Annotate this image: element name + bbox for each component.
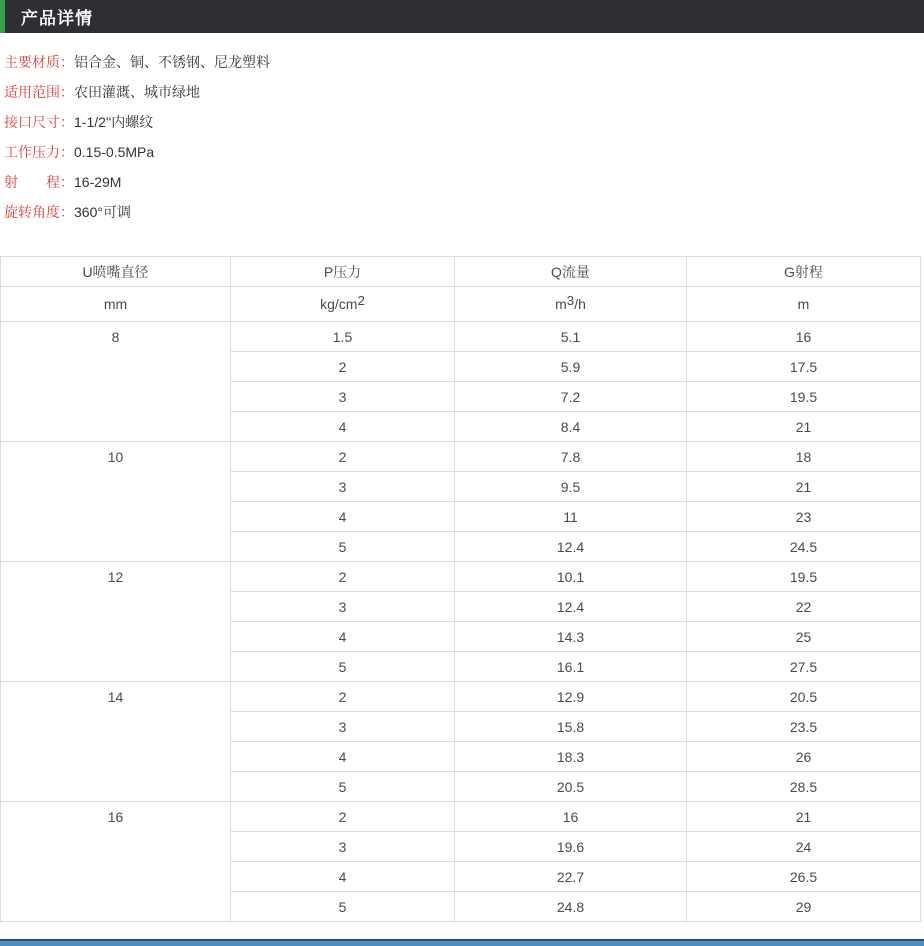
flow-cell: 8.4 (455, 412, 687, 442)
table-row (1, 682, 921, 712)
pressure-cell: 3 (231, 472, 455, 502)
range-cell: 23 (687, 502, 921, 532)
range-cell: 26 (687, 742, 921, 772)
range-cell: 20.5 (687, 682, 921, 712)
flow-cell: 19.6 (455, 832, 687, 862)
flow-cell: 22.7 (455, 862, 687, 892)
pressure-cell: 4 (231, 742, 455, 772)
nozzle-diameter-cell: 8 (1, 322, 231, 442)
spec-label: 工作压力： (4, 144, 74, 160)
flow-cell: 12.4 (455, 532, 687, 562)
flow-cell: 11 (455, 502, 687, 532)
nozzle-diameter-cell: 12 (1, 562, 231, 682)
flow-cell: 16 (455, 802, 687, 832)
column-header-pressure: P压力 (231, 257, 455, 287)
column-header-range: G射程 (687, 257, 921, 287)
bottom-divider-bar (0, 939, 924, 946)
flow-cell: 7.2 (455, 382, 687, 412)
range-cell: 17.5 (687, 352, 921, 382)
range-cell: 28.5 (687, 772, 921, 802)
spec-value: 0.15-0.5MPa (74, 144, 155, 160)
spec-value: 16-29M (74, 174, 122, 190)
pressure-cell: 2 (231, 442, 455, 472)
nozzle-diameter-cell: 14 (1, 682, 231, 802)
flow-cell: 18.3 (455, 742, 687, 772)
section-header-bar (0, 0, 924, 33)
table-row (1, 322, 921, 352)
pressure-cell: 5 (231, 772, 455, 802)
unit-cell-m3-h: $m^3/h$ (455, 287, 687, 322)
pressure-cell: 5 (231, 652, 455, 682)
range-cell: 21 (687, 412, 921, 442)
pressure-cell: 2 (231, 352, 455, 382)
flow-cell: 24.8 (455, 892, 687, 922)
product-specs (0, 33, 924, 227)
spec-line-material (4, 47, 924, 77)
column-header-nozzle-diameter: U喷嘴直径 (1, 257, 231, 287)
pressure-cell: 2 (231, 682, 455, 712)
flow-cell: 10.1 (455, 562, 687, 592)
flow-cell: 7.8 (455, 442, 687, 472)
range-cell: 21 (687, 802, 921, 832)
unit-cell-mm: mm (1, 287, 231, 322)
flow-cell: 5.1 (455, 322, 687, 352)
pressure-cell: 5 (231, 532, 455, 562)
range-cell: 29 (687, 892, 921, 922)
flow-cell: 15.8 (455, 712, 687, 742)
spec-label: 接口尺寸： (4, 114, 74, 130)
flow-cell: 9.5 (455, 472, 687, 502)
range-cell: 24.5 (687, 532, 921, 562)
spec-line-working-pressure (4, 137, 924, 167)
table-row (1, 802, 921, 832)
pressure-cell: 3 (231, 382, 455, 412)
range-cell: 26.5 (687, 862, 921, 892)
spec-label: 射 程： (4, 174, 74, 190)
table-row (1, 562, 921, 592)
range-cell: 25 (687, 622, 921, 652)
column-header-flow: Q流量 (455, 257, 687, 287)
flow-cell: 12.4 (455, 592, 687, 622)
flow-cell: 12.9 (455, 682, 687, 712)
flow-cell: 16.1 (455, 652, 687, 682)
range-cell: 18 (687, 442, 921, 472)
spec-value: 农田灌溉、城市绿地 (74, 84, 200, 100)
spec-line-range (4, 167, 924, 197)
table-row (1, 442, 921, 472)
range-cell: 23.5 (687, 712, 921, 742)
unit-cell-m: m (687, 287, 921, 322)
table-units-row (1, 287, 921, 322)
range-cell: 16 (687, 322, 921, 352)
pressure-cell: 1.5 (231, 322, 455, 352)
flow-cell: 5.9 (455, 352, 687, 382)
pressure-cell: 2 (231, 562, 455, 592)
range-cell: 27.5 (687, 652, 921, 682)
spec-value: 1-1/2''内螺纹 (74, 114, 154, 130)
pressure-cell: 3 (231, 712, 455, 742)
performance-table (0, 256, 921, 922)
flow-cell: 14.3 (455, 622, 687, 652)
table-header-row (1, 257, 921, 287)
pressure-cell: 4 (231, 862, 455, 892)
range-cell: 21 (687, 472, 921, 502)
pressure-cell: 4 (231, 502, 455, 532)
pressure-cell: 2 (231, 802, 455, 832)
spec-value: 铝合金、铜、不锈钢、尼龙塑料 (74, 54, 270, 70)
range-cell: 22 (687, 592, 921, 622)
flow-cell: 20.5 (455, 772, 687, 802)
pressure-cell: 5 (231, 892, 455, 922)
pressure-cell: 3 (231, 592, 455, 622)
range-cell: 19.5 (687, 382, 921, 412)
spec-label: 适用范围： (4, 84, 74, 100)
spec-line-connector-size (4, 107, 924, 137)
range-cell: 24 (687, 832, 921, 862)
pressure-cell: 4 (231, 412, 455, 442)
range-cell: 19.5 (687, 562, 921, 592)
page-title: 产品详情 (21, 9, 93, 28)
nozzle-diameter-cell: 10 (1, 442, 231, 562)
nozzle-diameter-cell: 16 (1, 802, 231, 922)
spec-line-application (4, 77, 924, 107)
spec-table-body (1, 322, 921, 922)
unit-cell-kg-cm2: $kg/cm^2$ (231, 287, 455, 322)
spec-label: 主要材质： (4, 54, 74, 70)
spec-value: 360°可调 (74, 204, 131, 220)
spec-line-rotation-angle (4, 197, 924, 227)
pressure-cell: 3 (231, 832, 455, 862)
spec-label: 旋转角度： (4, 204, 74, 220)
pressure-cell: 4 (231, 622, 455, 652)
